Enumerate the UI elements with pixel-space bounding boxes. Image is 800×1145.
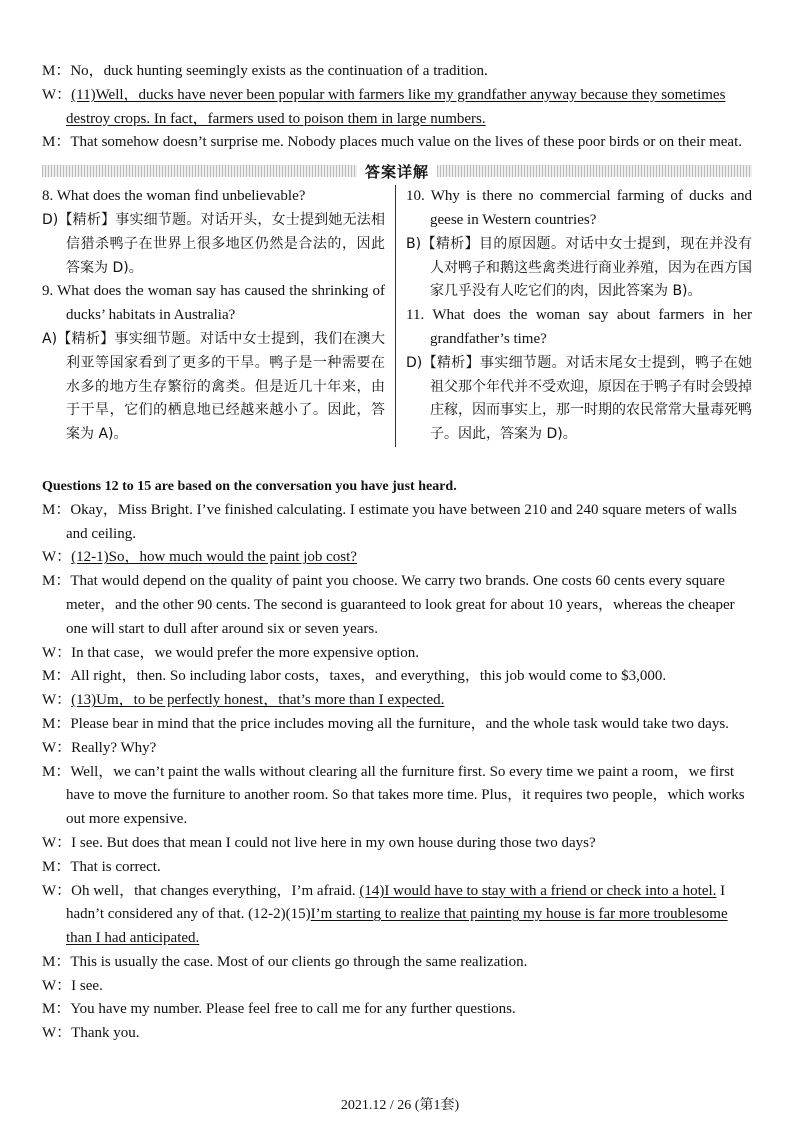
- dialogue-line: [42, 975, 752, 999]
- line-text: That would depend on the quality of paint you choose. We carry two brands. One costs 60 cents every square meter，and the other 90 cents. The second is guaranteed to look great for about 10 years，whereas the cheaper one will start to dull after around six or seven years.: [66, 573, 735, 637]
- speaker-label: M：: [42, 668, 71, 685]
- answer-explanation: D)【精析】事实细节题。对话末尾女士提到，鸭子在她祖父那个年代并不受欢迎，原因在于鸭子有时会毁掉庄稼，因而事实上，那一时期的农民常常大量毒死鸭子。因此，答案为 D)。: [406, 354, 752, 443]
- dialogue-line: [42, 60, 752, 84]
- speaker-label: M：: [42, 134, 71, 151]
- speaker-label: W：: [42, 86, 72, 103]
- speaker-label: M：: [42, 63, 71, 79]
- line-text: Okay，Miss Bright. I’ve finished calculating. I estimate you have between 210 and 240 square meters of walls and ceiling.: [66, 501, 737, 542]
- speaker-label: W：: [42, 977, 72, 994]
- dialogue-line: [42, 131, 752, 155]
- answer-explanation: A)【精析】事实细节题。对话中女士提到，我们在澳大利亚等国家看到了更多的干旱。鸭子是一种需要在水多的地方生存繁衍的禽类。但是近几十年来，由于干旱，它们的栖息地已经越来越小了。因此，答案为 A)。: [42, 330, 385, 443]
- page-footer: 2021.12 / 26 (第1套): [340, 1098, 460, 1113]
- line-text: In that case，we would prefer the more expensive option.: [71, 644, 419, 661]
- speaker-label: W：: [42, 882, 72, 899]
- dialogue-line: [42, 856, 752, 880]
- speaker-label: M：: [42, 1001, 71, 1018]
- dialogue-line: [42, 642, 752, 666]
- speaker-label: M：: [42, 715, 71, 732]
- speaker-label: W：: [42, 549, 72, 566]
- dialogue-line: [42, 951, 752, 975]
- dialogue-line: [42, 689, 752, 713]
- speaker-label: W：: [42, 834, 72, 851]
- line-text: You have my number. Please feel free to call me for any further questions.: [70, 1001, 516, 1018]
- dialogue-part-1: [42, 60, 752, 155]
- divider-pattern-left: [42, 165, 357, 177]
- dialogue-line: [42, 761, 752, 832]
- section-divider: [42, 159, 752, 183]
- dialogue-line: [42, 546, 752, 570]
- line-text: All right，then. So including labor costs，taxes，and everything，this job would come to $3,000.: [70, 668, 667, 685]
- line-text: That somehow doesn’t surprise me. Nobody places much value on the lives of these poor birds or on their meat.: [70, 134, 742, 151]
- underlined-answer-text: (11)Well，ducks have never been popular with farmers like my grandfather anyway because they sometimes destroy crops. In fact，farmers used to poison them in large numbers.: [66, 86, 726, 127]
- speaker-label: M：: [42, 858, 71, 875]
- speaker-label: W：: [42, 644, 72, 661]
- underlined-answer-text: I’m starting to realize that painting my house is far more troublesome than I had anticipated.: [66, 906, 728, 947]
- line-text: Thank you.: [71, 1025, 140, 1042]
- dialogue-line: [42, 737, 752, 761]
- speaker-label: W：: [42, 1025, 72, 1042]
- question-item: 8. What does the woman find unbelievable?: [42, 188, 306, 205]
- section-title: 答案详解: [365, 162, 430, 181]
- line-text: That is correct.: [70, 858, 161, 875]
- dialogue-line: [42, 665, 752, 689]
- question-item: 11. What does the woman say about farmers in her grandfather’s time?: [406, 307, 752, 347]
- dialogue-line: [42, 832, 752, 856]
- line-text: I hadn’t considered any of that. (12-2)(15): [66, 882, 726, 923]
- dialogue-part-2: [42, 499, 752, 1046]
- speaker-label: W：: [42, 739, 72, 756]
- speaker-label: M：: [42, 501, 71, 518]
- line-text: I see.: [71, 977, 103, 994]
- answers-left-column: [42, 185, 396, 447]
- questions-header: Questions 12 to 15 are based on the conversation you have just heard.: [42, 478, 457, 494]
- line-text: This is usually the case. Most of our clients go through the same realization.: [70, 953, 528, 970]
- underlined-answer-text: (13)Um，to be perfectly honest，that’s more than I expected.: [71, 692, 445, 709]
- answer-explanations: [42, 185, 752, 447]
- underlined-answer-text: (12-1)So，how much would the paint job cost?: [71, 549, 357, 566]
- line-text: Please bear in mind that the price includes moving all the furniture，and the whole task would take two days.: [70, 715, 729, 732]
- line-text: Really? Why?: [71, 739, 157, 756]
- divider-pattern-right: [437, 165, 752, 177]
- speaker-label: M：: [42, 763, 71, 780]
- line-text: I see. But does that mean I could not live here in my own house during those two days?: [71, 834, 596, 851]
- line-text: Oh well，that changes everything，I’m afraid.: [71, 882, 360, 899]
- underlined-answer-text: (14)I would have to stay with a friend or check into a hotel.: [359, 882, 717, 899]
- dialogue-line: [42, 1022, 752, 1046]
- answer-explanation: B)【精析】目的原因题。对话中女士提到，现在并没有人对鸭子和鹅这些禽类进行商业养殖，因为在西方国家几乎没有人吃它们的肉，因此答案为 B)。: [406, 235, 752, 300]
- speaker-label: W：: [42, 692, 72, 709]
- answer-explanation: D)【精析】事实细节题。对话开头，女士提到她无法相信猎杀鸭子在世界上很多地区仍然是合法的，因此答案为 D)。: [42, 211, 385, 276]
- line-text: Well，we can’t paint the walls without clearing all the furniture first. So every time we paint a room，we first have to move the furniture to another room. So that takes more time. Plus，it requires two people，which works out more expensive.: [66, 763, 745, 828]
- dialogue-line: [42, 499, 752, 547]
- question-item: 10. Why is there no commercial farming of ducks and geese in Western countries?: [406, 188, 752, 228]
- dialogue-line: [42, 713, 752, 737]
- dialogue-line: [42, 84, 752, 132]
- question-item: 9. What does the woman say has caused the shrinking of ducks’ habitats in Australia?: [42, 283, 385, 324]
- dialogue-line: [42, 880, 752, 951]
- speaker-label: M：: [42, 573, 71, 590]
- dialogue-line: [42, 570, 752, 641]
- speaker-label: M：: [42, 953, 71, 970]
- answers-right-column: [396, 185, 752, 447]
- line-text: No，duck hunting seemingly exists as the continuation of a tradition.: [70, 63, 488, 79]
- dialogue-line: [42, 998, 752, 1022]
